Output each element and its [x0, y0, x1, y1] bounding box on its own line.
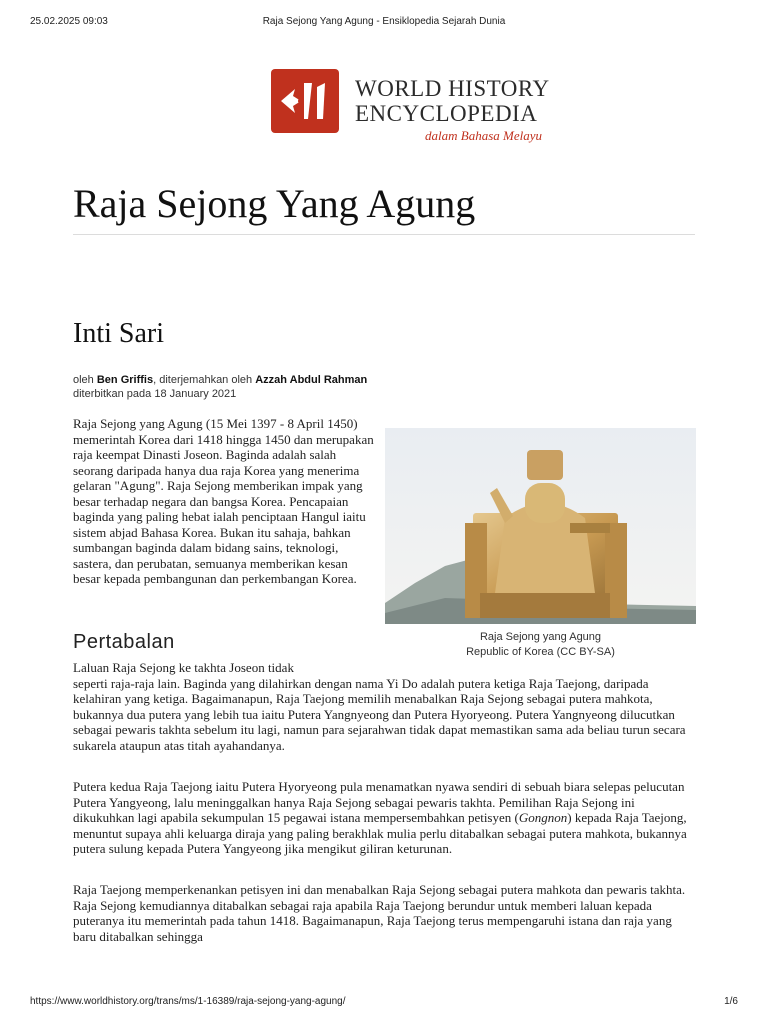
logo-text-line2: ENCYCLOPEDIA: [355, 101, 538, 126]
caption-credit: Republic of Korea (CC BY-SA): [466, 646, 615, 658]
figure-caption: [385, 630, 696, 660]
paragraph-2-italic: Gongnon: [518, 810, 568, 825]
logo-mark-icon: [271, 69, 339, 133]
print-doc-title: Raja Sejong Yang Agung - Ensiklopedia Sejarah Dunia: [262, 16, 506, 27]
byline-by-label: oleh: [73, 374, 97, 386]
site-logo[interactable]: [271, 69, 571, 143]
logo-subtitle: dalam Bahasa Melayu: [425, 128, 542, 143]
paragraph-2: [73, 779, 695, 857]
article-figure: [385, 428, 696, 660]
logo-text-line1: WORLD HISTORY: [355, 76, 550, 101]
page-title: Raja Sejong Yang Agung: [73, 181, 476, 226]
byline-translated-label: , diterjemahkan oleh: [153, 374, 256, 386]
author-link[interactable]: Ben Griffis: [96, 374, 154, 386]
print-footer: [30, 996, 738, 1010]
caption-title: Raja Sejong yang Agung: [479, 631, 602, 643]
translator-link[interactable]: Azzah Abdul Rahman: [255, 374, 368, 386]
paragraph-1-rest: seperti raja-raja lain. Baginda yang dilahirkan dengan nama Yi Do adalah putera ketiga Raja Taejong, daripada kelahiran yang ketiga. Bagaimanapun, Raja Taejong memilih menabalkan Raja Sejong sebagai putera mahkota, bukannya dua putera yang lebih tua iaitu Putera Yangnyeong dan Putera Hyoryeong. Putera Yangnyeong dilucutkan sebagai pewaris takhta sebelum itu lagi, namun para sejarahwan tidak dapat memastikan sama ada beliau turun secara sukarela ataupun atas titah ayahandanya.: [73, 675, 686, 753]
paragraph-3: Raja Taejong memperkenankan petisyen ini dan menabalkan Raja Sejong sebagai putera mahkota dan pewaris takhta. Raja Sejong kemudiannya ditabalkan sebagai raja apabila Raja Taejong berundur untuk memberi laluan kepada puteranya itu memerintah pada tahun 1418. Bagaimanapun, Raja Taejong terus mempengaruhi istana dan raja yang baru ditabalkan sehingga: [73, 882, 686, 944]
byline: [73, 373, 367, 401]
statue-image[interactable]: [385, 428, 696, 624]
paragraph-1: [73, 660, 695, 753]
subheading-pertabalan: Pertabalan: [73, 631, 175, 653]
print-url: https://www.worldhistory.org/trans/ms/1-16389/raja-sejong-yang-agung/: [30, 996, 346, 1007]
intro-paragraph: Raja Sejong yang Agung (15 Mei 1397 - 8 April 1450) memerintah Korea dari 1418 hingga 1450 dan merupakan raja keempat Dinasti Joseon. Baginda adalah salah seorang daripada hanya dua raja Korea yang menerima gelaran "Agung". Raja Sejong memberikan impak yang besar terhadap negara dan bangsa Korea. Pencapaian baginda yang paling hebat ialah penciptaan Hangul iaitu sistem abjad Bahasa Korea. Bukan itu sahaja, bahkan sumbangan baginda dalam bidang sains, teknologi, sastera, dan perubatan, semuanya memberikan kesan besar kepada pembangunan dan perkembangan Korea.: [73, 416, 374, 586]
section-title: Inti Sari: [73, 318, 164, 349]
print-header: [30, 16, 738, 30]
page-number: 1/6: [724, 996, 738, 1007]
published-date: diterbitkan pada 18 January 2021: [73, 388, 237, 400]
paragraph-2-before: Putera kedua Raja Taejong iaitu Putera Hyoryeong pula menamatkan nyawa sendiri di sebuah biara selepas pelucutan Putera Yangyeong, lalu meninggalkan hanya Raja Sejong sebagai pewaris takhta. Pemilihan Raja Sejong ini dikukuhkan lagi apabila sekumpulan 15 pegawai istana mempersembahkan petisyen (: [73, 779, 685, 825]
paragraph-2-after: ) kepada Raja Taejong, menuntut supaya ahli keluarga diraja yang paling berakhlak mulia perlu ditabalkan sebagai putera mahkota, bukannya putera sulung kepada Putera Yangyeong jika mengikut giliran keturunan.: [73, 810, 687, 856]
title-divider: [73, 234, 695, 235]
print-datetime: 25.02.2025 09:03: [30, 16, 108, 27]
paragraph-1-first-line: Laluan Raja Sejong ke takhta Joseon tidak: [73, 660, 294, 675]
